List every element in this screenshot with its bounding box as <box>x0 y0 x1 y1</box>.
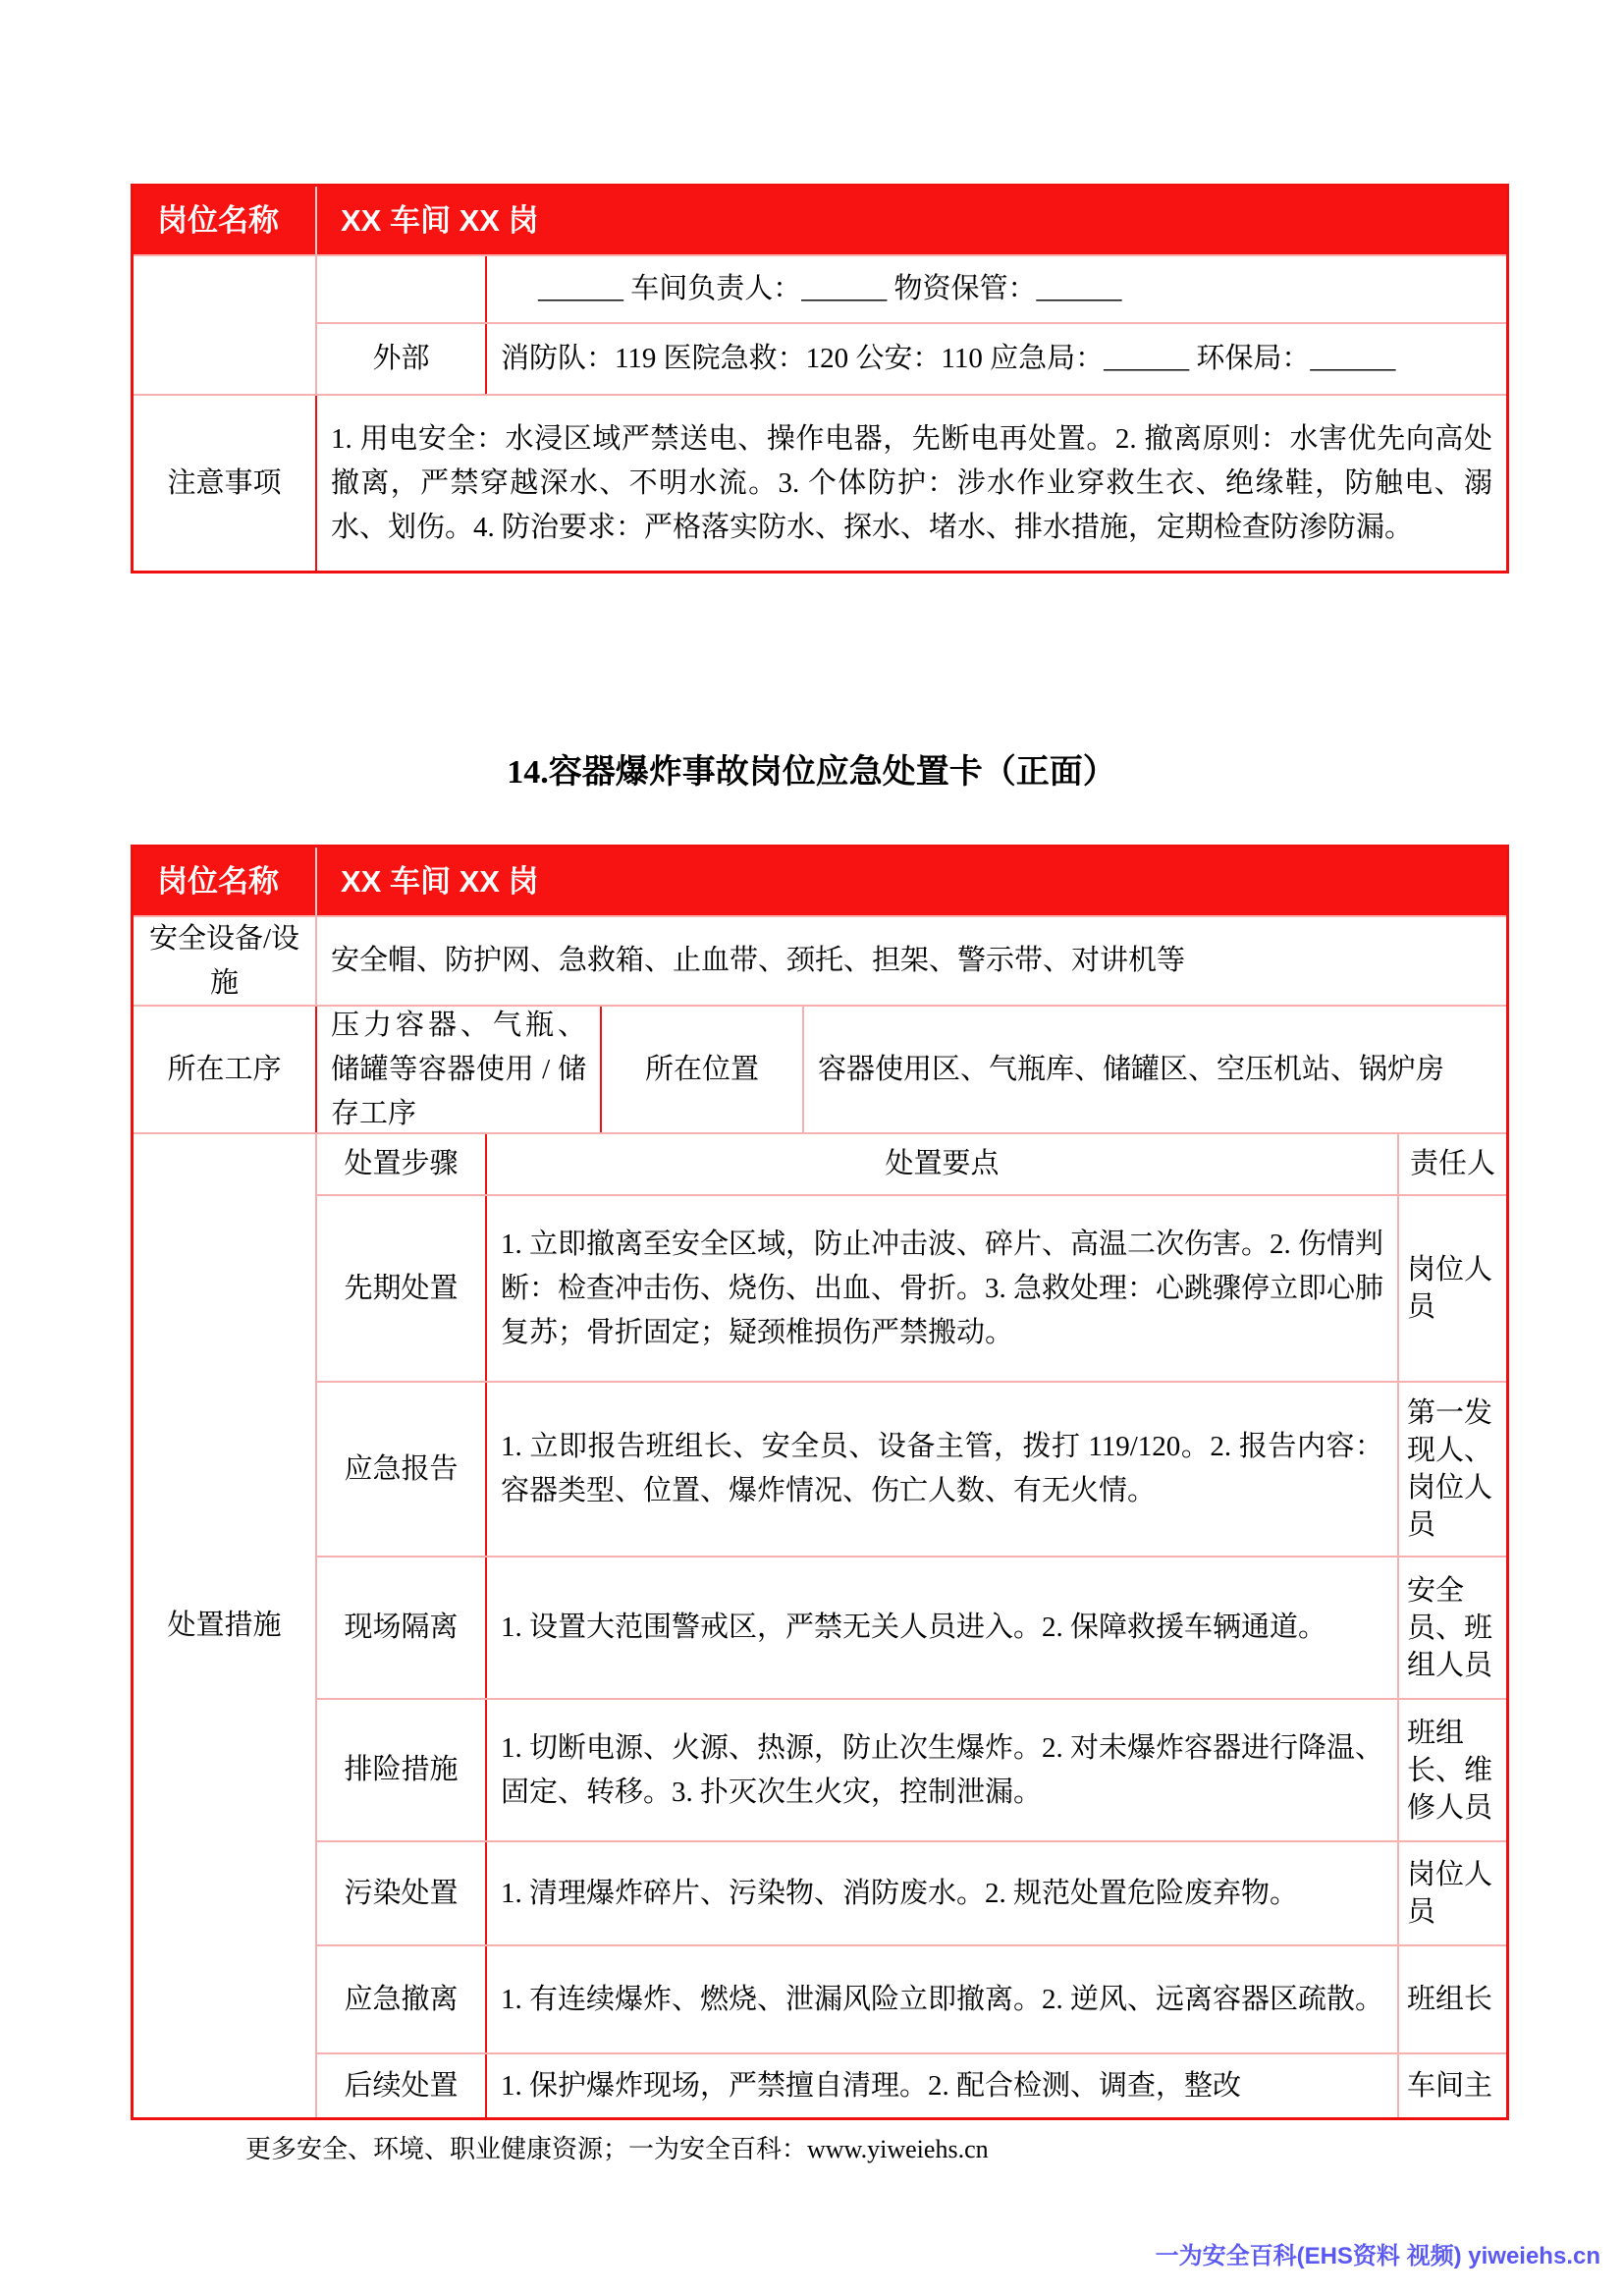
measures-header-row <box>317 1134 1506 1196</box>
measure-row-evacuation <box>317 1946 1506 2054</box>
step-points: 1. 设置大范围警戒区，严禁无关人员进入。2. 保障救援车辆通道。 <box>487 1558 1399 1698</box>
step-points: 1. 立即报告班组长、安全员、设备主管，拨打 119/120。2. 报告内容：容器类型、位置、爆炸情况、伤亡人数、有无火情。 <box>487 1383 1399 1556</box>
step-points: 1. 立即撤离至安全区域，防止冲击波、碎片、高温二次伤害。2. 伤情判断：检查冲击伤、烧伤、出血、骨折。3. 急救处理：心跳骤停立即心肺复苏；骨折固定；疑颈椎损伤严禁搬动。 <box>487 1196 1399 1381</box>
internal-contacts-row <box>317 256 1506 324</box>
step-name: 排险措施 <box>317 1700 487 1840</box>
process-label: 所在工序 <box>134 1007 317 1132</box>
process-row <box>134 1007 1506 1134</box>
measure-row-pollution <box>317 1842 1506 1946</box>
measures-section <box>134 1134 1506 2117</box>
equipment-label: 安全设备/设施 <box>134 917 317 1005</box>
step-name: 后续处置 <box>317 2054 487 2117</box>
step-responsible: 班组长 <box>1407 1984 1493 2015</box>
external-contacts-label: 外部 <box>317 324 487 394</box>
location-label: 所在位置 <box>602 1007 804 1132</box>
step-responsible: 班组长、维修人员 <box>1407 1717 1493 1824</box>
measure-row-initial <box>317 1196 1506 1383</box>
notes-label: 注意事项 <box>134 396 317 571</box>
main-table <box>131 845 1509 2120</box>
step-points: 1. 切断电源、火源、热源，防止次生爆炸。2. 对未爆炸容器进行降温、固定、转移。3. 扑灭次生火灾，控制泄漏。 <box>487 1700 1399 1840</box>
equipment-row <box>134 917 1506 1007</box>
step-name: 先期处置 <box>317 1196 487 1381</box>
post-name-value: XX 车间 XX 岗 <box>317 187 1506 254</box>
measures-label: 处置措施 <box>134 1134 317 2117</box>
step-points: 1. 清理爆炸碎片、污染物、消防废水。2. 规范处置危险废弃物。 <box>487 1842 1399 1944</box>
internal-contacts-label <box>317 256 487 322</box>
internal-contacts-content: ______ 车间负责人：______ 物资保管：______ <box>538 273 1122 304</box>
contacts-rows <box>134 256 1506 396</box>
section-title: 14.容器爆炸事故岗位应急处置卡（正面） <box>507 754 1116 791</box>
external-contacts-content: 消防队：119 医院急救：120 公安：110 应急局：______ 环保局：______ <box>501 343 1396 374</box>
equipment-content: 安全帽、防护网、急救箱、止血带、颈托、担架、警示带、对讲机等 <box>331 945 1186 976</box>
notes-row <box>134 396 1506 571</box>
step-points: 1. 保护爆炸现场，严禁擅自清理。2. 配合检测、调查，整改 <box>487 2054 1399 2117</box>
measure-row-hazard <box>317 1700 1506 1842</box>
footer-note: 更多安全、环境、职业健康资源；一为安全百科：www.yiweiehs.cn <box>245 2135 989 2163</box>
step-responsible: 岗位人员 <box>1407 1859 1493 1928</box>
step-name: 污染处置 <box>317 1842 487 1944</box>
top-table <box>131 184 1509 574</box>
step-responsible: 岗位人员 <box>1407 1254 1493 1323</box>
col-responsible-header: 责任人 <box>1409 1148 1495 1179</box>
step-name: 现场隔离 <box>317 1558 487 1698</box>
location-content: 容器使用区、气瓶库、储罐区、空压机站、锅炉房 <box>818 1053 1445 1085</box>
external-contacts-row <box>317 324 1506 394</box>
main-post-name-label: 岗位名称 <box>134 847 317 915</box>
site-watermark: 一为安全百科(EHS资料 视频) yiweiehs.cn <box>1155 2243 1600 2269</box>
col-step-header: 处置步骤 <box>317 1134 487 1194</box>
main-table-header-row <box>134 847 1506 917</box>
step-name: 应急报告 <box>317 1383 487 1556</box>
step-responsible: 安全员、班组人员 <box>1407 1574 1493 1681</box>
top-table-header-row <box>134 187 1506 256</box>
post-name-label: 岗位名称 <box>134 187 317 254</box>
process-content: 压力容器、气瓶、储罐等容器使用 / 储存工序 <box>317 1007 602 1132</box>
step-responsible: 第一发现人、岗位人员 <box>1407 1397 1493 1541</box>
step-name: 应急撤离 <box>317 1946 487 2052</box>
step-points: 1. 有连续爆炸、燃烧、泄漏风险立即撤离。2. 逆风、远离容器区疏散。 <box>487 1946 1399 2052</box>
main-post-name-value: XX 车间 XX 岗 <box>317 847 1506 915</box>
col-points-header: 处置要点 <box>487 1134 1399 1194</box>
step-responsible: 车间主 <box>1407 2070 1493 2102</box>
measure-row-followup <box>317 2054 1506 2117</box>
contacts-merged-empty-cell <box>134 256 317 394</box>
measure-row-isolation <box>317 1558 1506 1700</box>
notes-content: 1. 用电安全：水浸区域严禁送电、操作电器，先断电再处置。2. 撤离原则：水害优先向高处撤离，严禁穿越深水、不明水流。3. 个体防护：涉水作业穿救生衣、绝缘鞋，防触电、溺水、划伤。4. 防治要求：严格落实防水、探水、堵水、排水措施，定期检查防渗防漏。 <box>331 422 1492 543</box>
measure-row-report <box>317 1383 1506 1558</box>
